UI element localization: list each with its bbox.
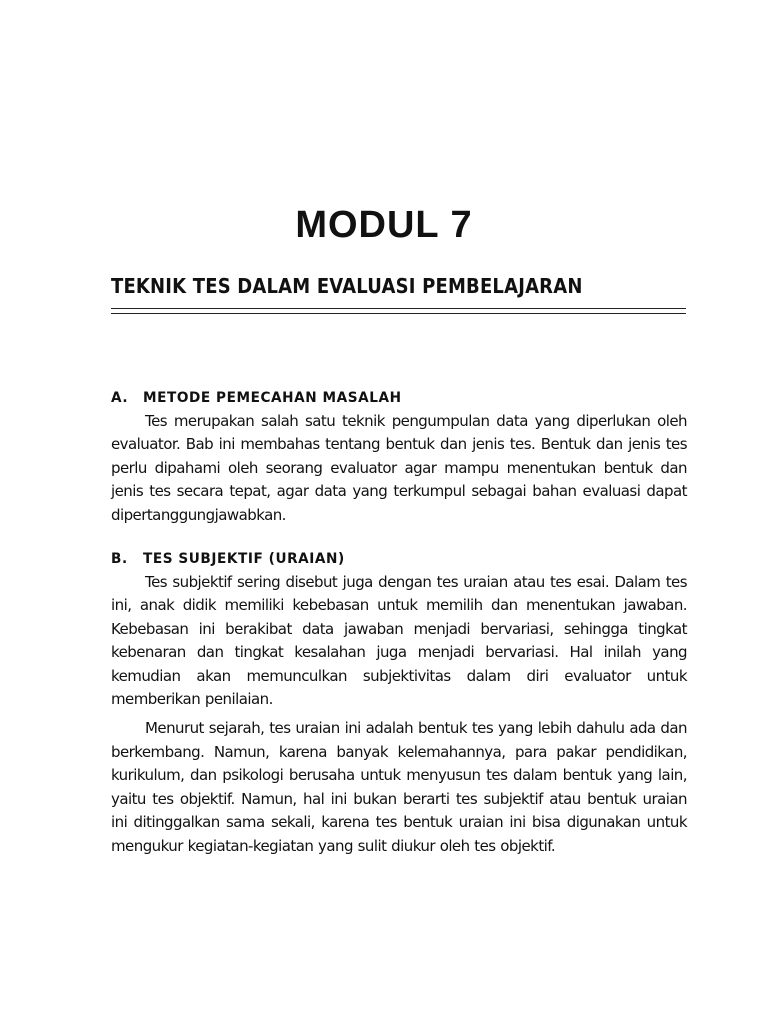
section-heading-text: TES SUBJEKTIF (URAIAN) [142, 551, 345, 568]
title-rule-top [111, 308, 686, 309]
section-letter: A. [111, 390, 129, 406]
module-title: MODUL 7 [295, 204, 473, 246]
section-b [111, 547, 687, 858]
content-body [111, 386, 687, 858]
section-heading [111, 547, 652, 571]
section-heading-text: METODE PEMECAHAN MASALAH [142, 390, 402, 406]
paragraph: Tes subjektif sering disebut juga dengan tes uraian atau tes esai. Dalam tes ini, anak didik memiliki kebebasan untuk memilih dan menentukan jawaban. Kebebasan ini berakibat data jawaban menjadi bervariasi, sehingga tingkat kebenaran dan tingkat kesalahan juga menjadi bervariasi. Hal inilah yang kemudian akan memunculkan subjektivitas dalam diri evaluator untuk memberikan penilaian. [111, 573, 687, 709]
chapter-title: TEKNIK TES DALAM EVALUASI PEMBELAJARAN [111, 274, 583, 298]
title-rule-bottom [111, 313, 686, 314]
section-letter: B. [111, 551, 128, 568]
paragraph: Menurut sejarah, tes uraian ini adalah bentuk tes yang lebih dahulu ada dan berkembang. Namun, karena banyak kelemahannya, para pakar pendidikan, kurikulum, dan psikologi berusaha untuk menyusun tes dalam bentuk yang lain, yaitu tes objektif. Namun, hal ini bukan berarti tes subjektif atau bentuk uraian ini ditinggalkan sama sekali, karena tes bentuk uraian ini bisa digunakan untuk mengukur kegiatan-kegiatan yang sulit diukur oleh tes objektif. [111, 719, 687, 855]
section-a [111, 386, 687, 527]
paragraph: Tes merupakan salah satu teknik pengumpulan data yang diperlukan oleh evaluator. Bab ini membahas tentang bentuk dan jenis tes. Bentuk dan jenis tes perlu dipahami oleh seorang evaluator agar mampu menentukan bentuk dan jenis tes secara tepat, agar data yang terkumpul sebagai bahan evaluasi dapat dipertanggungjawabkan. [111, 412, 687, 524]
section-heading [111, 386, 652, 410]
